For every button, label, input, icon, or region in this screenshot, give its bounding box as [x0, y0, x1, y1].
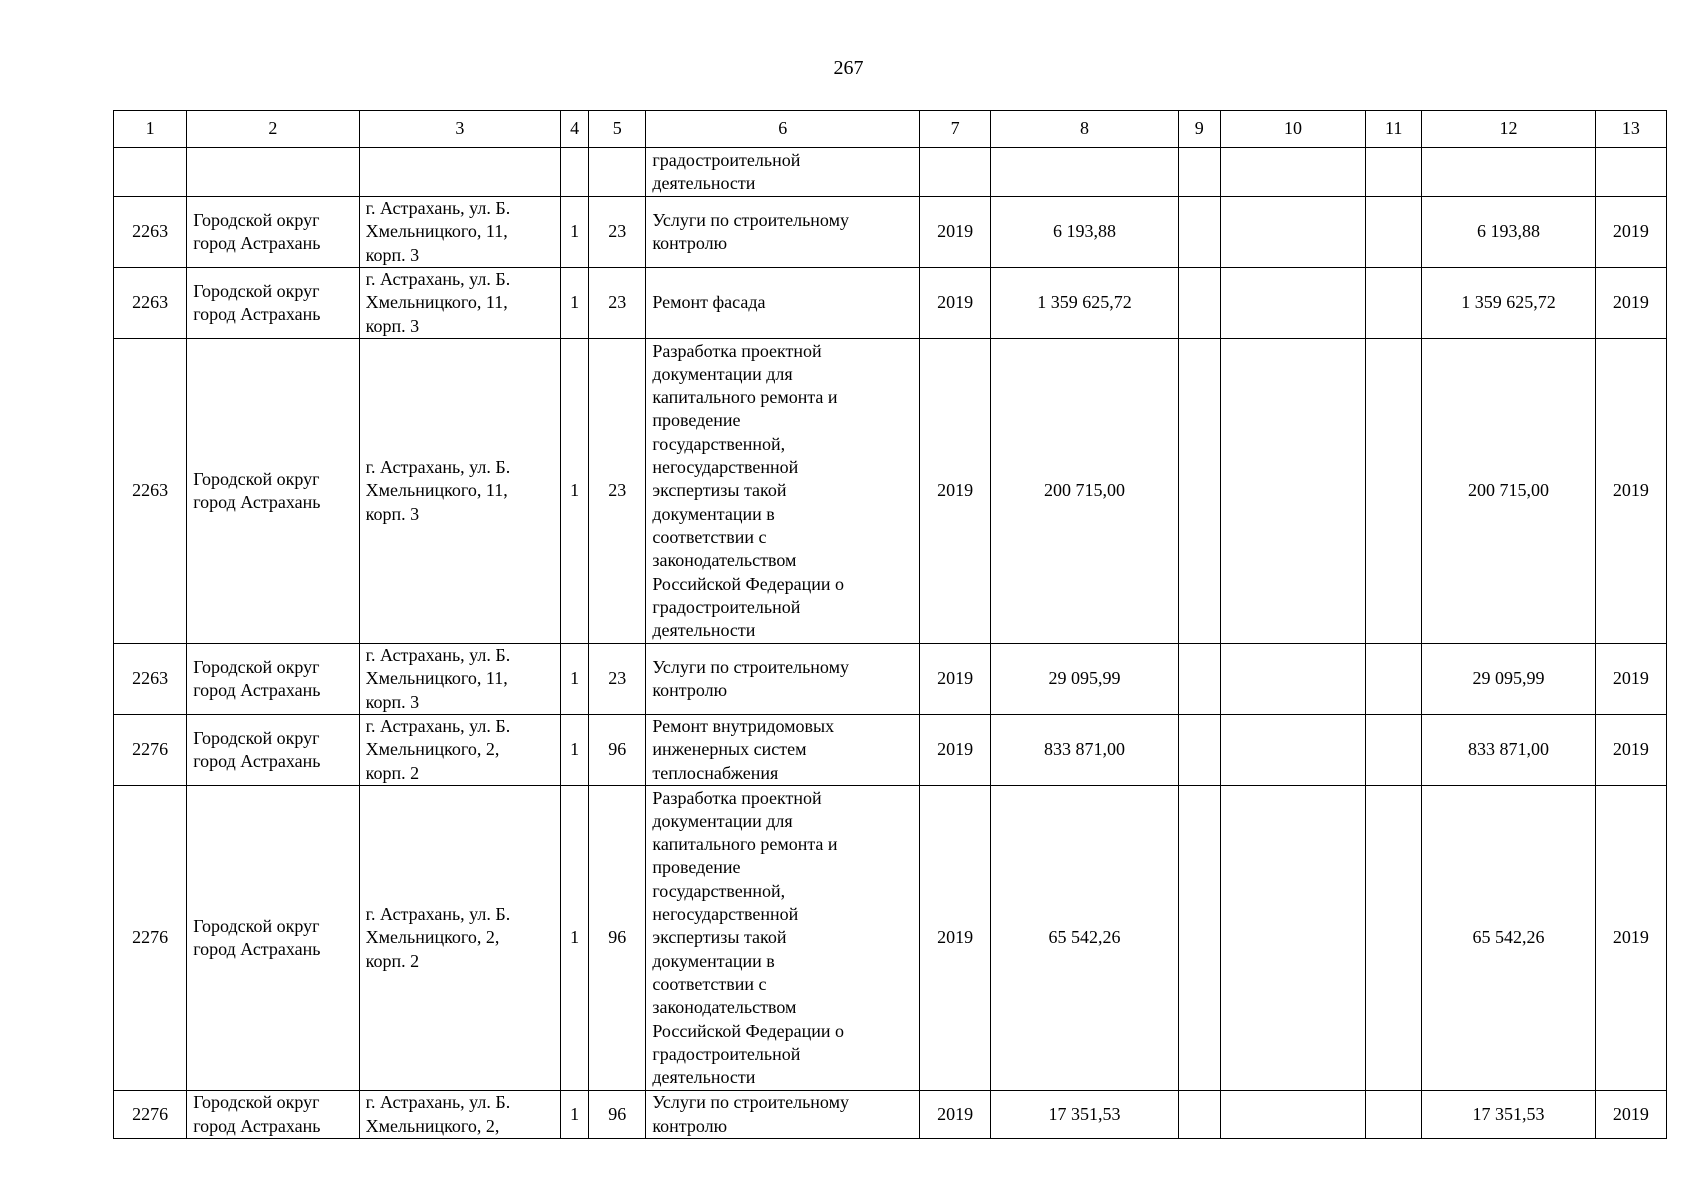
- col-10-value: [1220, 197, 1365, 268]
- col-8-amount: 29 095,99: [991, 644, 1178, 715]
- capital-repair-table: [113, 110, 1667, 1139]
- table-row: [114, 715, 1667, 786]
- column-header: 5: [589, 111, 646, 148]
- work-description: Ремонт фасада: [646, 268, 920, 339]
- col-11-value: [1366, 644, 1422, 715]
- col-4-value: 1: [561, 197, 589, 268]
- col-7-year: 2019: [920, 715, 991, 786]
- col-9-value: [1178, 268, 1220, 339]
- table-row: [114, 339, 1667, 644]
- address: г. Астрахань, ул. Б. Хмельницкого, 11, корп. 3: [359, 339, 561, 644]
- work-description: Разработка проектной документации для капитального ремонта и проведение государственной, негосударственной экспертизы такой документации в соответствии с законодательством Российской Федерации о градостроительной деятельности: [646, 786, 920, 1091]
- address: г. Астрахань, ул. Б. Хмельницкого, 2, корп. 2: [359, 786, 561, 1091]
- col-9-value: [1178, 339, 1220, 644]
- column-header: 7: [920, 111, 991, 148]
- col-13-year: 2019: [1595, 715, 1666, 786]
- column-header: 4: [561, 111, 589, 148]
- table-row: [114, 268, 1667, 339]
- col-10-value: [1220, 339, 1365, 644]
- object-id: 2263: [114, 339, 187, 644]
- col-7-year: 2019: [920, 339, 991, 644]
- col-12-amount: 6 193,88: [1422, 197, 1595, 268]
- address: г. Астрахань, ул. Б. Хмельницкого, 11, корп. 3: [359, 268, 561, 339]
- col-8-amount: 833 871,00: [991, 715, 1178, 786]
- column-header: 8: [991, 111, 1178, 148]
- col-4-value: 1: [561, 268, 589, 339]
- municipality-name: Городской округ город Астрахань: [187, 1091, 359, 1139]
- col-7-year: 2019: [920, 644, 991, 715]
- col-9-value: [1178, 1091, 1220, 1139]
- col-13-year: 2019: [1595, 339, 1666, 644]
- col-8-amount: 65 542,26: [991, 786, 1178, 1091]
- column-header: 9: [1178, 111, 1220, 148]
- col-5-value: 96: [589, 715, 646, 786]
- address: г. Астрахань, ул. Б. Хмельницкого, 2,: [359, 1091, 561, 1139]
- col-11-value: [1366, 268, 1422, 339]
- col-7-year: 2019: [920, 268, 991, 339]
- col-10-value: [1220, 644, 1365, 715]
- column-header: 13: [1595, 111, 1666, 148]
- col-11-value: [1366, 1091, 1422, 1139]
- col-9-value: [1178, 786, 1220, 1091]
- object-id: 2276: [114, 786, 187, 1091]
- municipality-name: Городской округ город Астрахань: [187, 786, 359, 1091]
- col-5-value: 23: [589, 644, 646, 715]
- col-11-value: [1366, 197, 1422, 268]
- municipality-name: Городской округ город Астрахань: [187, 715, 359, 786]
- address: г. Астрахань, ул. Б. Хмельницкого, 11, корп. 3: [359, 197, 561, 268]
- col-12-amount: 17 351,53: [1422, 1091, 1595, 1139]
- col-8-amount: 6 193,88: [991, 197, 1178, 268]
- col-11-value: [1366, 339, 1422, 644]
- col-10-value: [1220, 1091, 1365, 1139]
- col-11-value: [1366, 715, 1422, 786]
- col-5-value: 23: [589, 268, 646, 339]
- col-5-value: 96: [589, 1091, 646, 1139]
- column-number-row: [114, 111, 1667, 148]
- col-9-value: [1178, 197, 1220, 268]
- col-9-value: [1178, 715, 1220, 786]
- col-5-value: 23: [589, 339, 646, 644]
- col-9-value: [1178, 644, 1220, 715]
- col-13-year: 2019: [1595, 268, 1666, 339]
- col-13-year: 2019: [1595, 1091, 1666, 1139]
- column-header: 12: [1422, 111, 1595, 148]
- column-header: 3: [359, 111, 561, 148]
- work-description: Разработка проектной документации для капитального ремонта и проведение государственной, негосударственной экспертизы такой документации в соответствии с законодательством Российской Федерации о градостроительной деятельности: [646, 339, 920, 644]
- col-12-amount: 1 359 625,72: [1422, 268, 1595, 339]
- municipality-name: Городской округ город Астрахань: [187, 268, 359, 339]
- table-row: [114, 644, 1667, 715]
- object-id: 2263: [114, 268, 187, 339]
- column-header: 2: [187, 111, 359, 148]
- col-8-amount: 1 359 625,72: [991, 268, 1178, 339]
- address: г. Астрахань, ул. Б. Хмельницкого, 11, корп. 3: [359, 644, 561, 715]
- col-5-value: 23: [589, 197, 646, 268]
- work-description: Ремонт внутридомовых инженерных систем теплоснабжения: [646, 715, 920, 786]
- address: г. Астрахань, ул. Б. Хмельницкого, 2, корп. 2: [359, 715, 561, 786]
- column-header: 1: [114, 111, 187, 148]
- work-description: градостроительной деятельности: [646, 148, 920, 197]
- table-row: [114, 786, 1667, 1091]
- table-row: [114, 1091, 1667, 1139]
- continuation-row: [114, 148, 1667, 197]
- col-4-value: 1: [561, 786, 589, 1091]
- page-number: 267: [833, 57, 864, 79]
- col-7-year: 2019: [920, 197, 991, 268]
- col-5-value: 96: [589, 786, 646, 1091]
- col-8-amount: 200 715,00: [991, 339, 1178, 644]
- municipality-name: Городской округ город Астрахань: [187, 339, 359, 644]
- col-13-year: 2019: [1595, 786, 1666, 1091]
- col-4-value: 1: [561, 1091, 589, 1139]
- col-4-value: 1: [561, 715, 589, 786]
- col-13-year: 2019: [1595, 197, 1666, 268]
- col-4-value: 1: [561, 644, 589, 715]
- col-8-amount: 17 351,53: [991, 1091, 1178, 1139]
- col-10-value: [1220, 268, 1365, 339]
- col-13-year: 2019: [1595, 644, 1666, 715]
- object-id: 2263: [114, 644, 187, 715]
- column-header: 6: [646, 111, 920, 148]
- col-7-year: 2019: [920, 1091, 991, 1139]
- col-12-amount: 29 095,99: [1422, 644, 1595, 715]
- municipality-name: Городской округ город Астрахань: [187, 644, 359, 715]
- object-id: 2276: [114, 715, 187, 786]
- col-11-value: [1366, 786, 1422, 1091]
- column-header: 11: [1366, 111, 1422, 148]
- col-10-value: [1220, 786, 1365, 1091]
- work-description: Услуги по строительному контролю: [646, 644, 920, 715]
- col-12-amount: 833 871,00: [1422, 715, 1595, 786]
- table-row: [114, 197, 1667, 268]
- object-id: 2276: [114, 1091, 187, 1139]
- col-12-amount: 200 715,00: [1422, 339, 1595, 644]
- work-description: Услуги по строительному контролю: [646, 197, 920, 268]
- object-id: 2263: [114, 197, 187, 268]
- work-description: Услуги по строительному контролю: [646, 1091, 920, 1139]
- column-header: 10: [1220, 111, 1365, 148]
- col-12-amount: 65 542,26: [1422, 786, 1595, 1091]
- col-10-value: [1220, 715, 1365, 786]
- col-7-year: 2019: [920, 786, 991, 1091]
- municipality-name: Городской округ город Астрахань: [187, 197, 359, 268]
- col-4-value: 1: [561, 339, 589, 644]
